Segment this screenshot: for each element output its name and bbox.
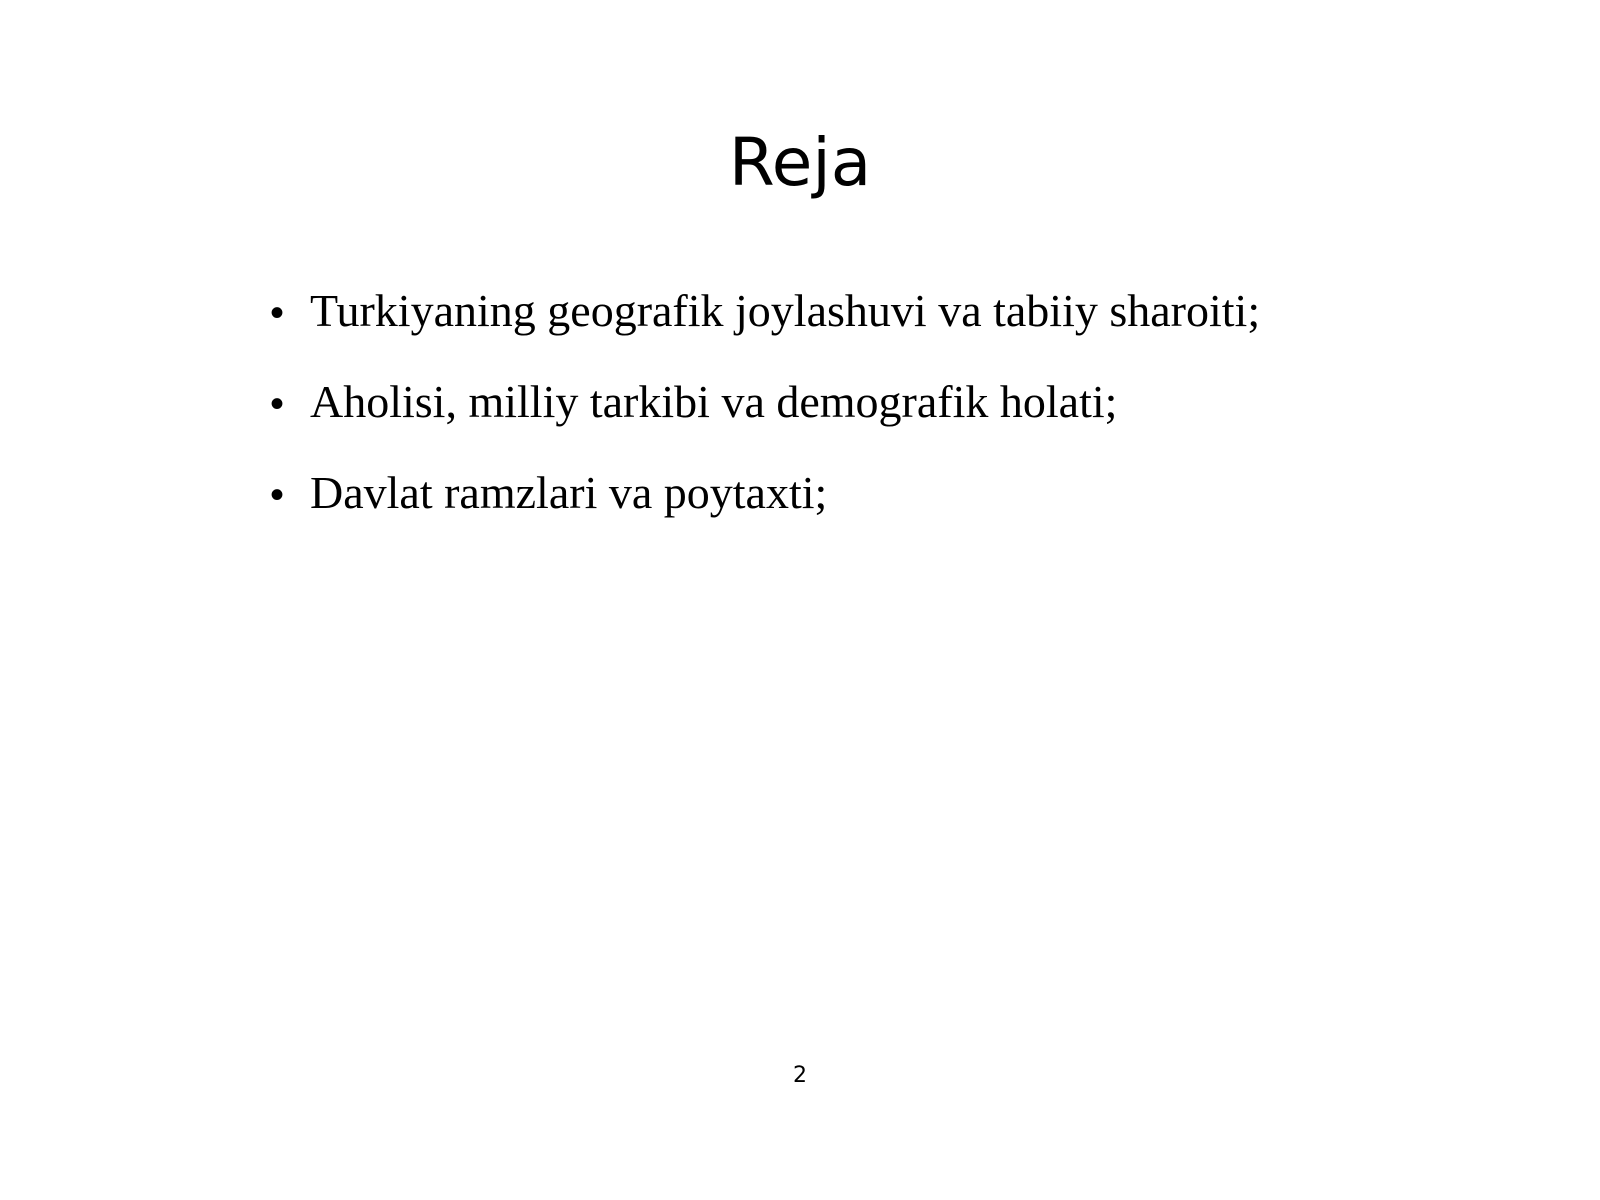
bullet-item (270, 374, 1520, 465)
bullet-item (270, 283, 1520, 374)
bullet-icon: • (270, 473, 285, 517)
bullet-icon: • (270, 382, 285, 426)
slide-title: Reja (728, 124, 872, 201)
page-number: 2 (793, 1063, 807, 1088)
bullet-item (270, 465, 1520, 556)
bullet-icon: • (270, 291, 285, 335)
bullet-text: Turkiyaning geografik joylashuvi va tabiiy sharoiti; (310, 285, 1261, 336)
bullet-text: Aholisi, milliy tarkibi va demografik holati; (310, 376, 1118, 427)
bullet-text: Davlat ramzlari va poytaxti; (310, 467, 828, 518)
bullet-list (270, 283, 1520, 556)
